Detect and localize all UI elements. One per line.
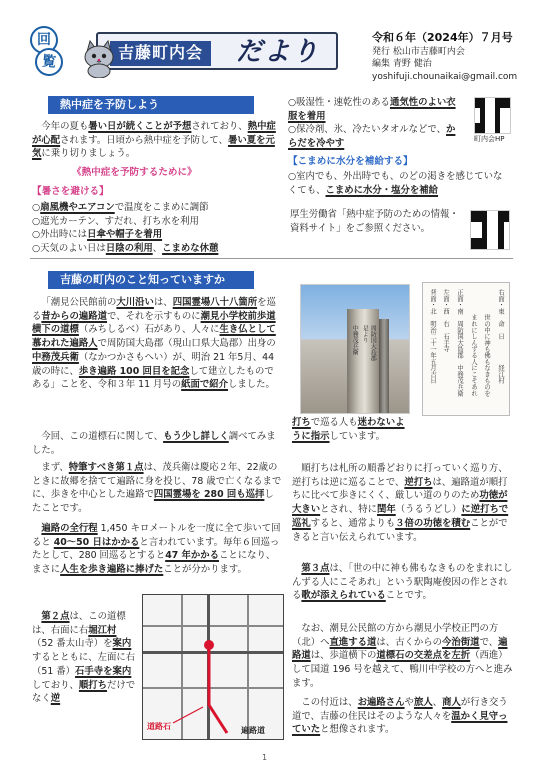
emphasis-text: 今治街道 (442, 636, 480, 648)
text-run: は、古くからの (376, 636, 443, 648)
dayori-title: だより (236, 37, 321, 67)
town-paragraph-4 (32, 522, 282, 577)
inscription-transcript (422, 282, 510, 416)
signpost-photo (300, 284, 410, 414)
text-run: されます。日頃から熱中症を予防して、 (60, 134, 228, 146)
emphasis-text: 旅人 (413, 697, 433, 708)
text-run: が行き交う道で、吉藤の住民はそのような人々を (292, 697, 508, 722)
emphasis-text: に逆打ちで巡礼 (292, 504, 509, 529)
text-run: ○外出時には (32, 229, 88, 241)
town-paragraph-5 (32, 610, 136, 706)
emphasis-text: 迷わないように指示 (292, 417, 405, 442)
emphasis-text: 遍路道 (292, 636, 508, 662)
town-hp-qr-code[interactable] (474, 97, 511, 134)
text-run: して建立したものである」ことを、令和３年 11 月号の (32, 365, 274, 391)
doc-col-4: 正面・南 周防国大島郡 中務茂兵衛 (456, 289, 463, 397)
text-run: しており、 (32, 679, 79, 691)
emphasis-text: からだを冷やす (288, 124, 456, 150)
emphasis-text: 40〜50 日はかかる (53, 536, 140, 548)
text-run: ○ (32, 202, 41, 213)
emphasis-text: 大川沿い (116, 297, 154, 308)
text-run: ○吸湿性・速乾性のある (288, 97, 390, 108)
emphasis-text: 温かく見守っていた (292, 710, 508, 736)
text-run: しています。 (329, 430, 386, 442)
emphasis-text: 第３点 (301, 563, 330, 574)
emphasis-text: 逆打ち (404, 476, 433, 488)
mhlw-qr-code[interactable] (470, 210, 510, 250)
emphasis-text: 石手寺を案内 (75, 665, 132, 677)
heat-right-list (288, 96, 460, 151)
town-paragraph-6 (292, 462, 514, 544)
doc-col-2: 世の中に神も佛もなきものを (483, 289, 490, 397)
emphasis-text: 歩き遍路 100 回目を記念 (78, 365, 190, 377)
emphasis-text: 中務茂兵衛 (32, 351, 79, 363)
emphasis-text: 道標石の交差点を左折 (376, 650, 471, 662)
town-paragraph-9 (292, 696, 514, 737)
text-run: で周防国大島郡（現山口県大島郡）出身の (97, 338, 276, 350)
emphasis-text: 昔からの遍路道 (41, 310, 108, 322)
emphasis-text: 商人 (442, 697, 461, 708)
text-run: だけでなく (32, 679, 136, 705)
emphasis-text: お遍路さん (357, 697, 405, 708)
town-section-title: 吉藤の町内のこと知っていますか (48, 271, 254, 289)
doc-col-3: まれにしんずる人にこそあれ (470, 289, 477, 397)
emphasis-text: 暑い夏を元気 (32, 134, 275, 160)
heat-intro (32, 120, 280, 161)
text-run: に乗り切りましょう。 (41, 148, 136, 160)
text-run: と想像されます。 (320, 724, 395, 736)
map-label-stone: 道路石 (147, 722, 171, 731)
kairan-mark (30, 26, 64, 76)
list-item (32, 201, 282, 215)
text-run: ○天気のよい日は (32, 243, 106, 255)
water-label: 【こまめに水分を補給する】 (288, 156, 413, 167)
text-run: ○保冷剤、氷、冷たいタオルなどで、 (288, 124, 446, 136)
text-run: ことです。 (385, 590, 432, 602)
text-run: するとともに、左面に右（51 番） (32, 652, 136, 677)
mascot-cat-icon (80, 38, 118, 78)
text-run: 1,450 キロメートルを一度に全て歩いて回ると (32, 523, 281, 548)
text-run: は、歩道横下の (310, 650, 377, 662)
publisher: 発行 松山市吉藤町内会 (372, 47, 465, 57)
doc-col-6: 背面・北 明治二十一年五月吉日 (429, 289, 436, 384)
emphasis-text: 功徳が大きい (292, 490, 508, 516)
text-run: （西進）して国道 196 号を越えて、鴨川中学校の方へと進みます。 (292, 650, 513, 689)
heat-center-label: 《熱中症を予防するために》 (72, 167, 197, 178)
emphasis-text: 人生を歩き遍路に捧げた (60, 564, 164, 576)
text-run: は、茂兵衛は慶応２年、22歳のときに故郷を捨てて遍路に身を投じ、78 歳で亡くなるまでに、歩きを中心とした遍路で (32, 462, 282, 501)
list-item (288, 96, 460, 123)
text-run: ことができると言い伝えられています。 (292, 517, 508, 543)
kairan-char-2: 覧 (34, 47, 65, 78)
text-run: この付近は、 (301, 697, 358, 708)
text-run: 、 (432, 697, 443, 708)
emphasis-text: 熱中症が心配 (32, 121, 276, 146)
text-run: 「潮見公民館前の (41, 297, 117, 308)
water-list (288, 170, 510, 197)
emphasis-text: 遍路の全行程 (41, 523, 98, 534)
emphasis-text: こまめに水分・塩分を補給 (325, 184, 439, 196)
emphasis-text: ３倍の功徳を積む (395, 517, 471, 529)
text-run: ○室内でも、外出時でも、のどの渇きを感じていなくても、 (288, 171, 503, 196)
text-run: とされ、特に (320, 504, 377, 516)
text-run: や (404, 697, 414, 708)
emphasis-text: 潮見小学校前歩道横下の道標 (32, 310, 276, 336)
text-run: （みちしるべ）石があり、人々に (78, 324, 220, 336)
text-run: （52 番太山寺）を (32, 638, 113, 650)
text-run: で、それを示すものに (107, 310, 201, 322)
stone-text-2: 是より (361, 325, 369, 343)
emphasis-text: 直進する道 (329, 636, 377, 648)
emphasis-text: 四国霊場を 280 回も巡拝 (153, 489, 265, 501)
text-run: ○遮光カーテン、すだれ、打ち水を利用 (32, 215, 199, 227)
list-item (288, 123, 460, 150)
contact-email[interactable]: yoshifuji.chounaikai@gmail.com (372, 71, 518, 82)
emphasis-text: 順打ち (78, 679, 108, 691)
heat-section-title: 熱中症を予防しよう (48, 96, 254, 114)
newsletter-banner (96, 32, 338, 70)
emphasis-text: 第２点 (41, 611, 70, 622)
route-map (142, 594, 284, 740)
text-run: で巡る人も (310, 417, 358, 428)
doc-col-1: 右面・東 命 日 経江村 (497, 289, 504, 384)
town-paragraph-8 (292, 622, 514, 691)
text-run: は、 (153, 297, 173, 308)
text-run: で温度をこまめに調節 (114, 202, 209, 213)
emphasis-text: 通気性のよい衣服を着用 (288, 97, 456, 122)
emphasis-text: もう少し詳しく (163, 431, 229, 442)
emphasis-text: 暑い日が続くことが予想 (88, 121, 192, 132)
text-run: （なかつかさもへい）が、明治 21 年5月、44 歳の時に、 (32, 351, 275, 377)
doc-col-5: 左面・西 右 石手寺 (442, 289, 449, 352)
mhlw-note: 厚生労働省「熱中症予防のための情報・資料サイト」をご参照ください。 (290, 209, 459, 234)
kairan-char-1: 回 (30, 26, 58, 54)
avoid-heat-list (32, 201, 282, 256)
stone-text-1: 中務茂兵衛 (351, 325, 359, 355)
emphasis-text: 四国霊場八十八箇所 (172, 297, 258, 308)
qr-caption: 町内会HP (474, 135, 505, 143)
text-run: なお、潮見公民館の方から潮見小学校正門の方（北）へ (292, 623, 499, 648)
map-label-road: 遍路道 (241, 726, 265, 735)
publication-info (372, 46, 517, 83)
emphasis-text: 歌が添えられている (301, 590, 386, 602)
text-run: 順打ちは札所の順番どおりに打っていく巡り方、逆打ちは逆に巡ることで、 (292, 463, 508, 488)
text-run: しました。 (228, 379, 275, 391)
emphasis-text: 逆 (50, 693, 61, 705)
town-paragraph-3 (32, 461, 282, 516)
town-paragraph-7 (292, 562, 514, 603)
list-item (32, 215, 282, 229)
list-item (32, 228, 282, 242)
text-run: ことになり、まさに (32, 550, 276, 576)
section-divider (30, 258, 513, 259)
emphasis-text: 閏年 (376, 504, 396, 516)
text-run: と言われています。毎年６回巡ったとして、280 回巡るとすると (32, 536, 280, 562)
list-item (288, 170, 510, 197)
list-item (32, 242, 282, 256)
emphasis-text: こまめな休憩 (162, 243, 219, 255)
page-number: 1 (262, 753, 268, 762)
text-run: ことが分かります。 (163, 564, 247, 576)
town-name: 吉藤町内会 (110, 41, 211, 66)
text-run: 今回、この道標石に関して、 (41, 431, 164, 442)
emphasis-text: 生き仏として慕われた遍路人 (32, 324, 276, 350)
emphasis-text: 堀江村 (88, 624, 117, 636)
issue-date: 令和６年（2024年）７月号 (372, 31, 513, 44)
avoid-heat-label: 【暑さを避ける】 (32, 186, 109, 197)
emphasis-text: 特筆すべき第１点 (68, 462, 144, 473)
town-paragraph-2 (32, 430, 282, 457)
emphasis-text: 案内 (112, 638, 132, 650)
stone-text-3: 周防国大島郡 (369, 325, 377, 361)
text-run: されており、 (191, 121, 248, 132)
text-run: 調べてみました。 (32, 431, 276, 456)
emphasis-text: 日傘や帽子を着用 (87, 229, 163, 241)
text-run: は、「世の中に神も佛もなきものをまれにしんずる人にこそあれ」という駅陶庵俊因の作とされる (292, 563, 513, 602)
town-paragraph-1 (32, 296, 282, 392)
text-run: 今年の夏も (41, 121, 89, 132)
text-run: すると、通常よりも (310, 517, 396, 529)
text-run: （うるうどし） (395, 504, 462, 516)
editor: 編集 青野 健治 (372, 59, 432, 70)
emphasis-text: 紙面で紹介 (181, 379, 229, 391)
text-run: を巡る (32, 297, 276, 322)
text-run: 、 (152, 243, 163, 255)
photo-caption (292, 416, 410, 443)
emphasis-text: 日陰の利用 (105, 243, 153, 255)
text-run: まず、 (41, 462, 69, 473)
text-run: は、遍路道が順打ちに比べて歩きにくく、厳しい道のりのため (292, 476, 508, 502)
emphasis-text: 扇風機やエアコン (40, 202, 115, 213)
emphasis-text: 47 年かかる (165, 550, 219, 562)
text-run: で、 (479, 636, 499, 648)
text-run: したことです。 (32, 489, 274, 515)
text-run: は、この道標は、右面に右 (32, 611, 126, 636)
emphasis-text: 打ち (292, 417, 311, 428)
